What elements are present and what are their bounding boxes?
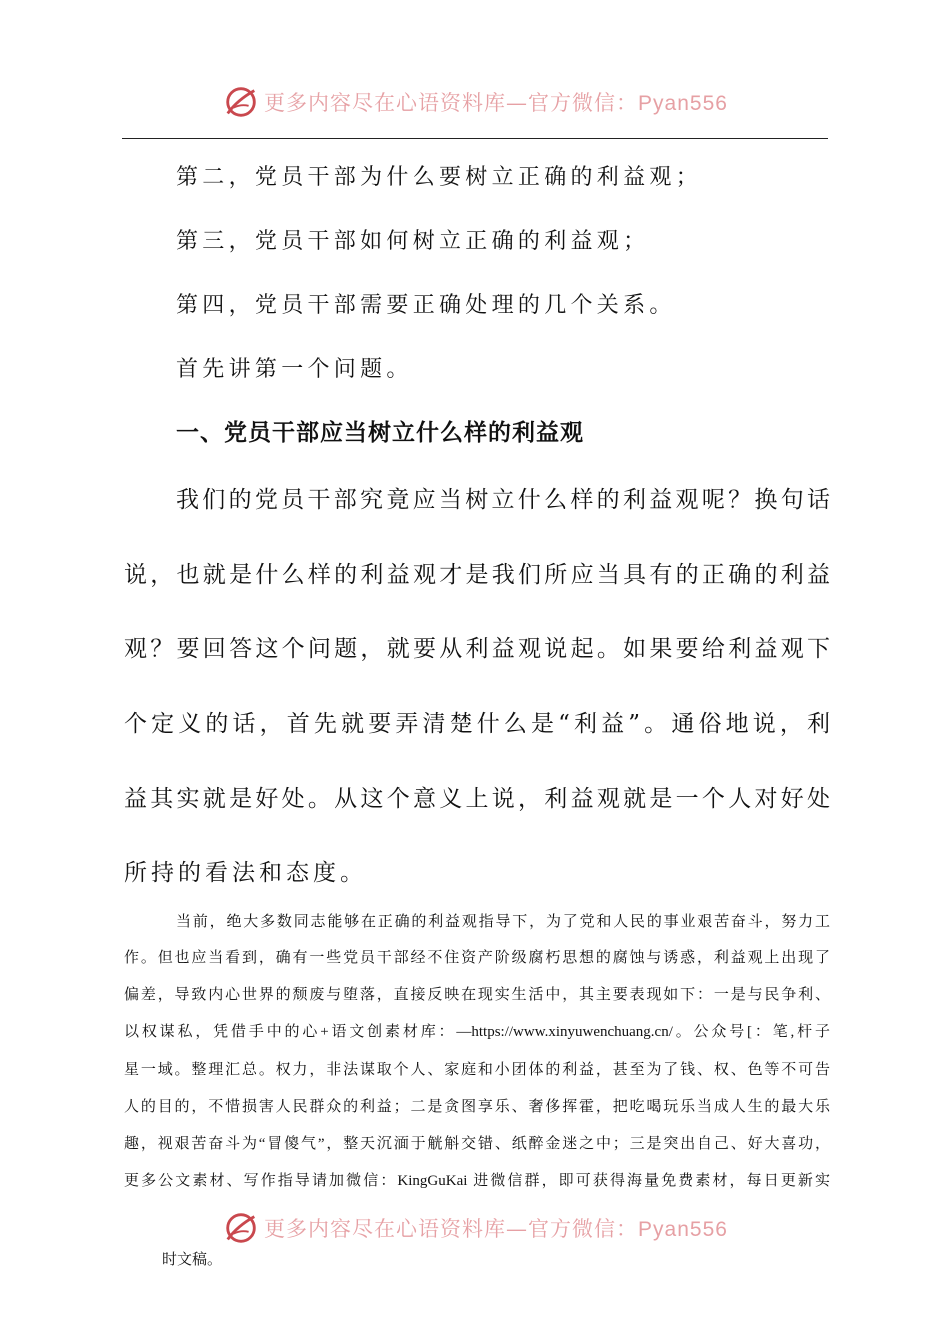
paragraph-line: 趣，视艰苦奋斗为“冒傻气”，整天沉湎于觥斛交错、纸醉金迷之中；三是突出自己、好大喜功， — [124, 1136, 830, 1152]
header-watermark — [0, 82, 950, 122]
paragraph-line: 更多公文素材、写作指导请加微信：KingGuKai 进微信群，即可获得海量免费素材，每日更新实 — [124, 1173, 830, 1189]
paragraph-line: 个定义的话，首先就要弄清楚什么是“利益”。通俗地说，利 — [124, 711, 830, 737]
section-heading: 一、党员干部应当树立什么样的利益观 — [176, 420, 584, 446]
paragraph-line: 我们的党员干部究竟应当树立什么样的利益观呢？换句话 — [176, 487, 830, 513]
list-line: 第四，党员干部需要正确处理的几个关系。 — [176, 293, 676, 318]
paragraph-line: 以权谋私，凭借手中的心+语文创素材库：—https://www.xinyuwenchuang.cn/。公众号[：笔,杆子 — [124, 1024, 830, 1040]
paragraph-line: 人的目的，不惜损害人民群众的利益；二是贪图享乐、奢侈挥霍，把吃喝玩乐当成人生的最大乐 — [124, 1099, 830, 1115]
paragraph-line: 所持的看法和态度。 — [124, 860, 367, 886]
paragraph-line: 当前，绝大多数同志能够在正确的利益观指导下，为了党和人民的事业艰苦奋斗，努力工 — [176, 914, 830, 930]
paragraph-line: 作。但也应当看到，确有一些党员干部经不住资产阶级腐朽思想的腐蚀与诱惑，利益观上出现了 — [124, 950, 830, 966]
brand-logo-icon — [222, 83, 260, 121]
watermark-text: 更多内容尽在心语资料库—官方微信：Pyan556 — [264, 91, 728, 115]
footer-watermark — [0, 1208, 950, 1248]
watermark-text: 更多内容尽在心语资料库—官方微信：Pyan556 — [264, 1217, 728, 1241]
paragraph-line: 益其实就是好处。从这个意义上说，利益观就是一个人对好处 — [124, 786, 830, 812]
header-rule — [122, 138, 828, 139]
list-line: 第二，党员干部为什么要树立正确的利益观； — [176, 165, 703, 190]
paragraph-line: 星一域。整理汇总。权力，非法谋取个人、家庭和小团体的利益，甚至为了钱、权、色等不可告 — [124, 1062, 830, 1078]
paragraph-line: 偏差，导致内心世界的颓废与堕落，直接反映在现实生活中，其主要表现如下：一是与民争利、 — [124, 987, 830, 1003]
paragraph-line: 说，也就是什么样的利益观才是我们所应当具有的正确的利益 — [124, 562, 830, 588]
paragraph-line: 时文稿。 — [162, 1252, 223, 1268]
list-line: 第三，党员干部如何树立正确的利益观； — [176, 229, 650, 254]
list-line: 首先讲第一个问题。 — [176, 357, 413, 382]
paragraph-line: 观？要回答这个问题，就要从利益观说起。如果要给利益观下 — [124, 636, 830, 662]
brand-logo-icon — [222, 1209, 260, 1247]
